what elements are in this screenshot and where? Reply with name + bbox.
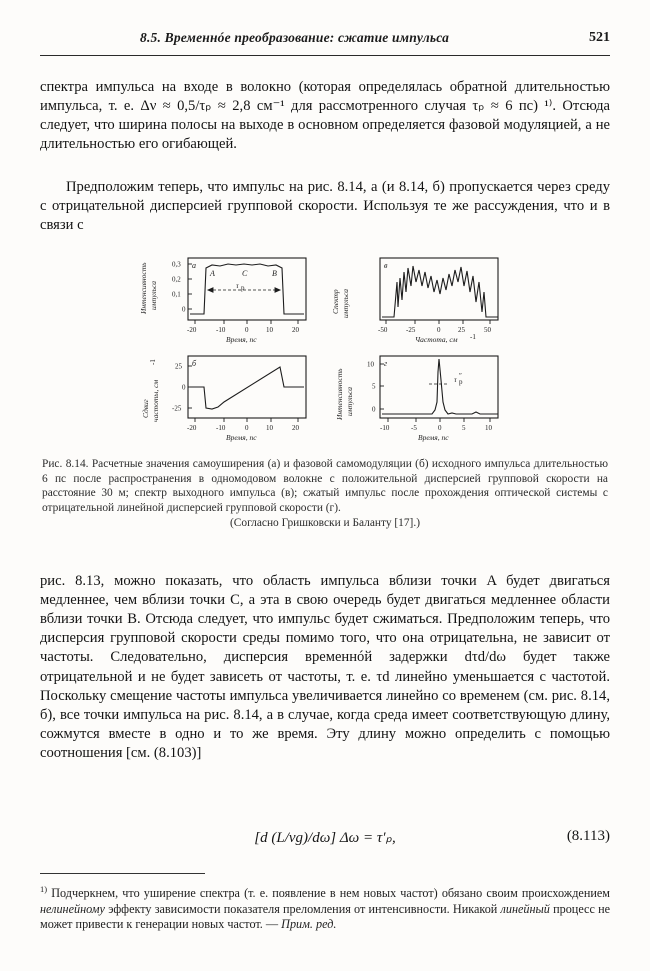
svg-text:0,2: 0,2 xyxy=(172,275,181,284)
paragraph-text: Предположим теперь, что импульс на рис. 8.14, а (и 8.14, б) пропускается через среду с отрицательной дисперсией групповой скорости. Используя те же рассуждения, что и в связи с xyxy=(40,179,610,234)
footnote-part-3: процесс не может привести к генерации новых частот. — xyxy=(40,901,610,932)
svg-text:A: A xyxy=(210,269,215,278)
svg-text:частоты, см: частоты, см xyxy=(151,379,160,422)
svg-text:в: в xyxy=(384,261,388,270)
svg-text:10: 10 xyxy=(266,326,273,334)
figure-caption-credit: (Согласно Гришковски и Баланту [17].) xyxy=(229,516,420,529)
svg-text:Время, пс: Время, пс xyxy=(418,433,449,442)
svg-text:Сдвиг: Сдвиг xyxy=(141,399,150,418)
svg-text:Время, пс: Время, пс xyxy=(226,335,257,344)
svg-text:0: 0 xyxy=(182,383,186,392)
page-header xyxy=(40,30,610,52)
svg-text:-20: -20 xyxy=(187,424,197,432)
svg-text:импульса: импульса xyxy=(341,289,350,318)
svg-text:25: 25 xyxy=(175,362,182,371)
svg-text:Частота, см: Частота, см xyxy=(415,335,458,344)
svg-text:-10: -10 xyxy=(380,424,390,432)
svg-text:0: 0 xyxy=(372,405,376,414)
panel-a xyxy=(139,258,306,344)
paragraph-3 xyxy=(40,572,610,763)
svg-text:τ: τ xyxy=(454,375,457,384)
svg-text:p: p xyxy=(459,378,463,386)
svg-text:50: 50 xyxy=(484,326,491,334)
svg-text:-10: -10 xyxy=(216,326,226,334)
svg-text:C: C xyxy=(242,269,248,278)
figure-8-14 xyxy=(132,252,514,444)
svg-text:p: p xyxy=(241,284,245,292)
svg-text:0,3: 0,3 xyxy=(172,260,181,269)
equation-text: [d (L/vg)/dω] Δω = τ′ₚ, xyxy=(254,830,396,846)
svg-text:-25: -25 xyxy=(172,404,182,413)
svg-text:10: 10 xyxy=(367,360,374,369)
svg-text:0: 0 xyxy=(438,424,442,432)
svg-text:5: 5 xyxy=(462,424,466,432)
panel-b xyxy=(141,356,306,442)
footnote-marker: 1) xyxy=(40,884,48,894)
svg-text:″: ″ xyxy=(459,372,462,380)
running-title: 8.5. Временнóе преобразование: сжатие импульса xyxy=(140,30,450,45)
footnote-emphasis-2: линейный xyxy=(500,901,550,916)
svg-text:0,1: 0,1 xyxy=(172,290,181,299)
svg-text:Время, пс: Время, пс xyxy=(226,433,257,442)
svg-text:-10: -10 xyxy=(216,424,226,432)
equation-number: (8.113) xyxy=(566,828,610,844)
svg-text:20: 20 xyxy=(292,424,299,432)
svg-text:г: г xyxy=(384,359,388,368)
footnote-emphasis-3: Прим. ред. xyxy=(281,917,337,932)
svg-text:-1: -1 xyxy=(149,359,157,365)
svg-text:Интенсивность: Интенсивность xyxy=(335,368,344,420)
svg-text:10: 10 xyxy=(485,424,492,432)
svg-text:5: 5 xyxy=(372,382,376,391)
footnote xyxy=(40,884,610,933)
equation-8-113 xyxy=(40,828,610,854)
svg-text:25: 25 xyxy=(458,326,465,334)
svg-text:B: B xyxy=(272,269,277,278)
svg-text:-25: -25 xyxy=(406,326,416,334)
paragraph-text: рис. 8.13, можно показать, что область импульса вблизи точки A будет двигаться медленнее, чем вблизи точки C, а эта в свою очередь будет двигаться медленнее области вблизи точки B. Отсюда следует, что импульс будет сжиматься. Предположим теперь, что дисперсия групповой скорости среды помимо того, что она отрицательна, не зависит от частоты. Следовательно, дисперсия временнóй задержки dτd/dω будет также отрицательной и не будет зависеть от частоты, т. е. τd линейно уменьшается с частотой. Поскольку смещение частоты импульса увеличивается линейно со временем (см. рис. 8.14, б), все точки импульса на рис. 8.14, а в случае, когда среда имеет соответствующую длину, сожмутся вместе в одно и то же время. Эту длину можно определить с помощью соотношения [см. (8.103)] xyxy=(40,573,610,761)
panel-v xyxy=(331,258,498,344)
svg-text:-1: -1 xyxy=(470,333,476,341)
svg-text:б: б xyxy=(192,359,197,368)
svg-text:а: а xyxy=(192,261,196,270)
svg-text:0: 0 xyxy=(245,326,249,334)
paragraph-2 xyxy=(40,178,610,235)
svg-text:0: 0 xyxy=(245,424,249,432)
svg-text:0: 0 xyxy=(437,326,441,334)
footnote-part-2: эффекту зависимости показателя преломления от интенсивности. Никакой xyxy=(104,901,501,916)
footnote-emphasis-1: нелинейному xyxy=(40,901,105,916)
svg-text:Интенсивность: Интенсивность xyxy=(139,262,148,314)
svg-text:импульса: импульса xyxy=(149,281,158,310)
panel-g xyxy=(335,356,498,442)
svg-text:10: 10 xyxy=(266,424,273,432)
svg-text:-50: -50 xyxy=(378,326,388,334)
svg-text:20: 20 xyxy=(292,326,299,334)
figure-caption-main: Рис. 8.14. Расчетные значения самоуширения (а) и фазовой самомодуляции (б) исходного импульса длительностью 6 пс после распространения в одномодовом волокне с положительной дисперсией групповой скорости на расстояние 30 м; спектр выходного импульса (в); сжатый импульс после прохождения оптической системы с отрицательной линейной дисперсией групповой скорости (г). xyxy=(42,458,608,515)
svg-text:-5: -5 xyxy=(411,424,417,432)
svg-text:-20: -20 xyxy=(187,326,197,334)
footnote-rule xyxy=(40,873,205,874)
footnote-part-1: Подчеркнем, что уширение спектра (т. е. появление в нем новых частот) обязано своим происхождением xyxy=(47,886,610,901)
header-rule xyxy=(40,55,610,56)
figure-caption xyxy=(42,457,608,531)
svg-text:импульса: импульса xyxy=(345,387,354,416)
paragraph-text: спектра импульса на входе в волокно (которая определялась обратной длительностью импульса, т. е. Δν ≈ 0,5/τₚ ≈ 2,8 см⁻¹ для рассмотренного случая τₚ ≈ 6 пс) ¹⁾. Отсюда следует, что ширина полосы на выходе в основном определяется фазовой модуляцией, а не длительностью его огибающей. xyxy=(40,79,610,153)
paragraph-1 xyxy=(40,78,610,154)
svg-text:0: 0 xyxy=(182,305,186,314)
svg-text:τ: τ xyxy=(236,281,239,290)
svg-text:Спектр: Спектр xyxy=(331,289,340,314)
page-number: 521 xyxy=(589,30,610,45)
